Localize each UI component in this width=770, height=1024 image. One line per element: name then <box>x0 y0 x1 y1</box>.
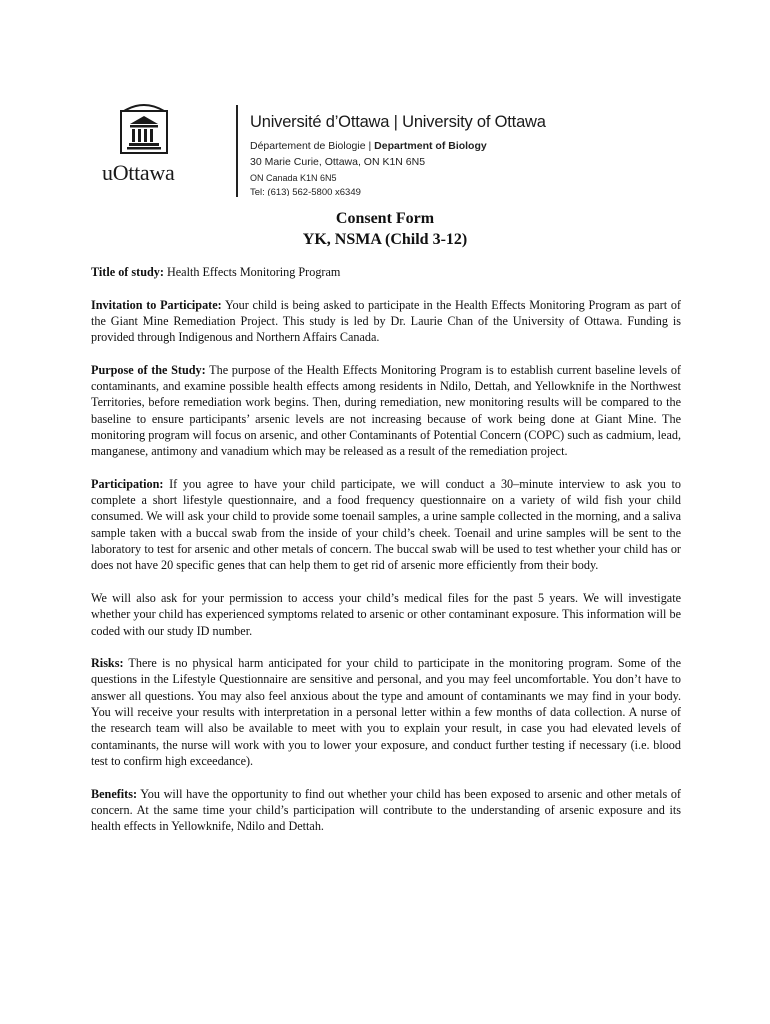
telephone: Tel: (613) 562-5800 x6349 <box>250 187 361 196</box>
letterhead-divider <box>236 105 238 197</box>
study-title-text: Health Effects Monitoring Program <box>163 265 341 279</box>
address-line-2: ON Canada K1N 6N5 <box>250 173 337 183</box>
risks-label: Risks: <box>91 656 124 671</box>
study-title-paragraph <box>91 264 681 280</box>
participation-label: Participation: <box>91 476 164 491</box>
purpose-paragraph <box>91 362 681 460</box>
participation-text: If you agree to have your child participate, we will conduct a 30–minute interview to ask you to complete a short lifestyle questionnaire, and a food frequency questionnaire on a variety of wild fish your child consumed. We will ask your child to provide some toenail samples, a urine sample collected in the morning, and a saliva sample taken with a buccal swab from the inside of your child’s cheek. Toenail and urine samples will be sent to the laboratory to test for arsenic and other metals of concern. The buccal swab will be used to test whether your child has or does not have 20 specific genes that can help them to get rid of arsenic more efficiently from their body. <box>91 476 681 573</box>
department <box>250 140 487 152</box>
benefits-paragraph <box>91 786 681 835</box>
risks-text: There is no physical harm anticipated for your child to participate in the monitoring program. Some of the questions in the Lifestyle Questionnaire are sensitive and personal, and you may feel uncomfortable. You don’t have to answer all questions. You may also feel anxious about the type and amount of contaminants we may find in your body. You will receive your results with interpretation in a personal letter within a few months of data collection. A nurse of the research team will also be available to meet with you to explain your result, in case you had elevated levels of contaminants, the nurse will work with you to lower your exposure, and conduct further testing if necessary (i.e. blood test to confirm high exceedance). <box>91 656 681 768</box>
logo-wordmark: uOttawa <box>102 160 175 185</box>
benefits-text: You will have the opportunity to find out whether your child has been exposed to arsenic and other metals of concern. At the same time your child’s participation will contribute to the understanding of arsenic exposure and its health effects in Yellowknife, Ndilo and Dettah. <box>91 786 681 834</box>
participation-paragraph <box>91 476 681 574</box>
form-title-block <box>0 208 770 250</box>
medical-files-text: We will also ask for your permission to access your child’s medical files for the past 5 years. We will investigate whether your child has experienced symptoms related to arsenic or other contaminant exposure. This information will be coded with our study ID number. <box>91 590 681 638</box>
benefits-label: Benefits: <box>91 786 138 801</box>
department-en: Department of Biology <box>374 140 487 152</box>
risks-paragraph <box>91 655 681 769</box>
study-title-label: Title of study: <box>91 265 164 279</box>
purpose-text: The purpose of the Health Effects Monitoring Program is to establish current baseline levels of contaminants, and examine possible health effects among residents in Ndilo, Dettah, and Yellowknife in the Northwest Territories, before remediation work begins. Then, during remediation, new monitoring results will be compared to the baseline to ensure participants’ arsenic levels are not increasing because of work being done at Giant Mine. The monitoring program will focus on arsenic, and other Contaminants of Potential Concern (COPC) such as cadmium, lead, manganese, antimony and vanadium which may be released as a result of the remediation project. <box>91 362 681 459</box>
department-fr: Département de Biologie | <box>250 140 372 152</box>
address-line-1: 30 Marie Curie, Ottawa, ON K1N 6N5 <box>250 156 426 168</box>
form-title: Consent Form <box>335 210 435 227</box>
form-subtitle: YK, NSMA (Child 3-12) <box>302 231 468 248</box>
purpose-label: Purpose of the Study: <box>91 362 206 377</box>
invitation-text: Your child is being asked to participate in the Health Effects Monitoring Program as part of the Giant Mine Remediation Project. This study is led by Dr. Laurie Chan of the University of Ottawa. Funding is provided through Indigenous and Northern Affairs Canada. <box>91 297 681 345</box>
invitation-paragraph <box>91 297 681 346</box>
university-crest-icon <box>120 102 168 154</box>
medical-files-paragraph <box>91 590 681 639</box>
letterhead <box>0 0 770 200</box>
university-name: Université d’Ottawa | University of Ottawa <box>250 113 546 131</box>
invitation-label: Invitation to Participate: <box>91 297 222 312</box>
document-body <box>91 264 681 851</box>
